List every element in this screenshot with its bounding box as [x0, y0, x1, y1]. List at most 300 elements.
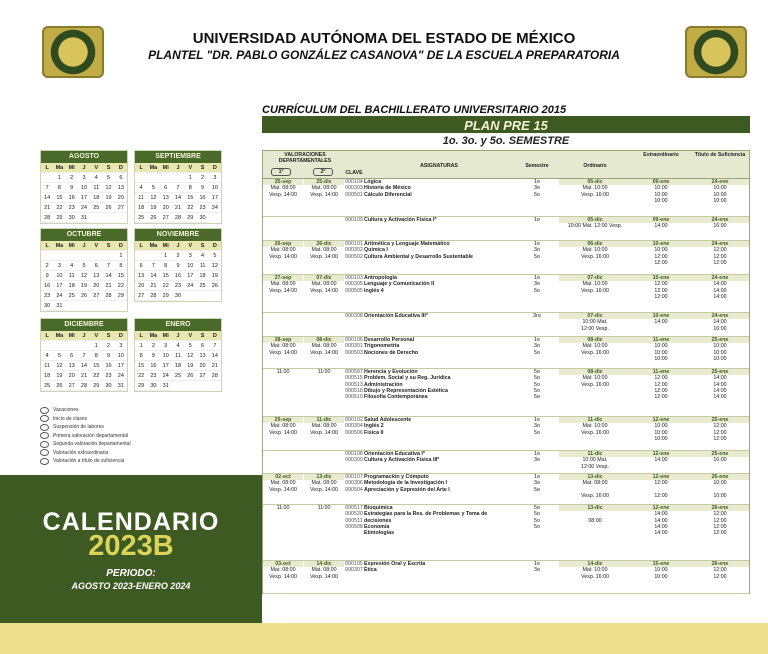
- day-cell: 21: [172, 203, 184, 213]
- semester-cell: 1o 3o 5o: [534, 241, 540, 260]
- weekday-label: S: [102, 163, 114, 173]
- weekday-label: Ma: [147, 331, 159, 341]
- first-eval-cell: 02-oct Mat. 08:00 Vesp. 14:00: [263, 474, 303, 493]
- weekday-label: Mi: [160, 241, 172, 251]
- semester-cell: 1o 3o: [534, 451, 540, 464]
- day-cell: 30: [102, 381, 114, 391]
- day-cell: 20: [90, 281, 102, 291]
- titulo-cell: 24-ene 12:00 12:00 12:00: [691, 241, 749, 266]
- day-cell: 1: [160, 251, 172, 261]
- day-cell: 17: [209, 193, 221, 203]
- weekday-label: J: [78, 163, 90, 173]
- day-cell: 12: [209, 261, 221, 271]
- weekday-label: Ma: [147, 241, 159, 251]
- day-cell: 13: [115, 183, 127, 193]
- weekday-label: Ma: [53, 163, 65, 173]
- weekday-label: L: [41, 163, 53, 173]
- second-eval-cell: 25-dic Mat. 08:00 Vesp. 14:00: [304, 179, 344, 198]
- legend-marker-icon: [40, 449, 49, 456]
- legend-marker-icon: [40, 441, 49, 448]
- day-cell: 12: [102, 183, 114, 193]
- day-cell: 11: [41, 361, 53, 371]
- weekday-label: S: [196, 241, 208, 251]
- month-enero: [134, 318, 222, 392]
- ordinario-cell: 05-dic 10:00 Mat. 12:00 Vesp.: [559, 217, 631, 230]
- ordinario-cell: 05-dic Mat. 10:00 Vesp. 16:00: [559, 179, 631, 198]
- day-cell: 22: [135, 371, 147, 381]
- table-row: [263, 179, 749, 217]
- day-cell: 29: [115, 291, 127, 301]
- day-cell: 18: [172, 361, 184, 371]
- legend-item: Primera valoración departamental: [40, 432, 131, 441]
- day-cell: 17: [78, 193, 90, 203]
- day-cell: 17: [115, 361, 127, 371]
- day-cell: 8: [184, 183, 196, 193]
- day-cell: 27: [90, 291, 102, 301]
- extraordinario-cell: 10-ene 14:00: [631, 313, 691, 326]
- day-cell: 18: [41, 371, 53, 381]
- day-cell: 14: [147, 271, 159, 281]
- weekday-label: S: [196, 163, 208, 173]
- day-cell: 8: [115, 261, 127, 271]
- day-cell: 26: [78, 291, 90, 301]
- day-cell: 3: [209, 173, 221, 183]
- day-cell: 2: [172, 251, 184, 261]
- day-cell: 28: [102, 291, 114, 301]
- day-cell: 26: [102, 203, 114, 213]
- schedule-table: [262, 150, 750, 594]
- day-cell: 5: [102, 173, 114, 183]
- ordinario-cell: 14-dic Mat. 10:00 Vesp. 16:00: [559, 561, 631, 580]
- day-cell: 30: [196, 213, 208, 223]
- subject-cell: Bioquímica Estrategias para la Res. de Problemas y Toma de decisiones Economía Etimologías: [364, 505, 488, 537]
- day-cell: 14: [172, 193, 184, 203]
- day-cell: 30: [147, 381, 159, 391]
- day-cell: 24: [78, 203, 90, 213]
- curriculum-title: CURRÍCULUM DEL BACHILLERATO UNIVERSITARIO 2015: [262, 104, 567, 116]
- day-cell: 7: [78, 351, 90, 361]
- day-cell: 30: [41, 301, 53, 311]
- day-cell: 10: [160, 351, 172, 361]
- day-cell: 29: [184, 213, 196, 223]
- day-cell: 20: [196, 361, 208, 371]
- day-cell: 11: [135, 193, 147, 203]
- day-cell: 5: [147, 183, 159, 193]
- header-ordinario: Ordinario: [583, 163, 607, 169]
- first-eval-cell: [263, 313, 303, 319]
- day-cell: 11: [66, 271, 78, 281]
- second-eval-cell: 08-dic Mat. 08:00 Vesp. 14:00: [304, 337, 344, 356]
- day-cell: 7: [209, 341, 221, 351]
- subject-cell: Salud Adolescente Inglés 2 Física II: [364, 417, 412, 436]
- first-eval-cell: 27-sep Mat. 08:00 Vesp. 14:00: [263, 275, 303, 294]
- day-cell: 13: [160, 193, 172, 203]
- day-cell: 29: [160, 291, 172, 301]
- header-valoraciones: VALORACIONES DEPARTAMENTALES: [278, 152, 332, 164]
- day-cell: 24: [53, 291, 65, 301]
- footer-band: [0, 623, 768, 654]
- day-cell: 7: [102, 261, 114, 271]
- weekday-label: L: [135, 331, 147, 341]
- day-cell: 8: [53, 183, 65, 193]
- calendar-title: CALENDARIO: [42, 508, 220, 536]
- titulo-cell: 25-ene 16:00: [691, 451, 749, 464]
- day-cell: 12: [184, 351, 196, 361]
- day-cell: 10: [209, 183, 221, 193]
- weekday-label: D: [115, 331, 127, 341]
- header: [0, 0, 768, 95]
- day-cell: 10: [184, 261, 196, 271]
- clave-cell: 000107 000306 000504: [345, 474, 363, 493]
- weekday-label: Ma: [147, 163, 159, 173]
- day-cell: 7: [41, 183, 53, 193]
- day-cell: 8: [160, 261, 172, 271]
- ordinario-cell: 07-dic Mat. 10:00 Vesp. 16:00: [559, 275, 631, 294]
- day-cell: 16: [196, 193, 208, 203]
- second-eval-cell: 11:00: [317, 369, 331, 375]
- weekday-label: V: [90, 241, 102, 251]
- day-cell: 9: [102, 351, 114, 361]
- day-cell: 23: [172, 281, 184, 291]
- weekday-label: J: [172, 163, 184, 173]
- day-cell: 27: [160, 213, 172, 223]
- first-eval-cell: [263, 451, 303, 457]
- ordinario-cell: 11-dic Mat. 10:00 Vesp. 16:00: [559, 417, 631, 436]
- month-septiembre: [134, 150, 222, 224]
- day-cell: 22: [160, 281, 172, 291]
- first-eval-cell: 03-oct Mat. 08:00 Vesp. 14:00: [263, 561, 303, 580]
- weekday-label: V: [184, 163, 196, 173]
- weekday-label: Ma: [53, 241, 65, 251]
- day-cell: 25: [172, 371, 184, 381]
- second-eval-cell: 11:00: [317, 505, 331, 511]
- day-cell: 16: [172, 271, 184, 281]
- day-cell: 15: [53, 193, 65, 203]
- month-name: AGOSTO: [41, 151, 127, 163]
- day-cell: 2: [196, 173, 208, 183]
- day-cell: 15: [160, 271, 172, 281]
- clave-cell: 000102 000304 000506: [345, 417, 363, 436]
- titulo-cell: 26-ene 10:00 10:00: [691, 474, 749, 499]
- day-cell: 18: [66, 281, 78, 291]
- day-cell: 19: [102, 193, 114, 203]
- second-eval-cell: [304, 217, 344, 223]
- day-cell: 10: [53, 271, 65, 281]
- extraordinario-cell: 10-ene 10:00 12:00 12:00: [631, 241, 691, 266]
- legend-marker-icon: [40, 432, 49, 439]
- day-cell: 22: [90, 371, 102, 381]
- day-cell: 3: [160, 341, 172, 351]
- ordinario-cell: 07-dic 10:00 Mat. 12:00 Vesp.: [559, 313, 631, 332]
- day-cell: 19: [147, 203, 159, 213]
- weekday-label: S: [196, 331, 208, 341]
- ordinario-cell: 06-dic Mat. 10:00 Vesp. 16:00: [559, 241, 631, 260]
- month-agosto: [40, 150, 128, 224]
- day-cell: 6: [196, 341, 208, 351]
- day-cell: 19: [209, 271, 221, 281]
- day-cell: 19: [78, 281, 90, 291]
- table-row: [263, 275, 749, 313]
- day-cell: 23: [66, 203, 78, 213]
- day-cell: 2: [102, 341, 114, 351]
- ordinario-cell: 08-dic Mat. 10:00 Vesp. 16:00: [559, 369, 631, 388]
- day-cell: 27: [135, 291, 147, 301]
- first-eval-cell: [263, 217, 303, 223]
- semester-cell: 3ro: [533, 313, 541, 319]
- day-cell: 23: [196, 203, 208, 213]
- legend-marker-icon: [40, 424, 49, 431]
- day-cell: 28: [78, 381, 90, 391]
- day-cell: 28: [172, 213, 184, 223]
- day-cell: 1: [135, 341, 147, 351]
- day-cell: 7: [147, 261, 159, 271]
- ordinario-cell: 08-dic Mat. 10:00 Vesp. 16:00: [559, 337, 631, 356]
- periodo-value: AGOSTO 2023-ENERO 2024: [71, 581, 191, 591]
- titulo-cell: 24-ene 14:00 16:00: [691, 313, 749, 332]
- day-cell: 25: [66, 291, 78, 301]
- day-cell: 16: [41, 281, 53, 291]
- day-cell: 26: [209, 281, 221, 291]
- legend-item: Segunda valoración departamental: [40, 440, 131, 449]
- day-cell: 6: [160, 183, 172, 193]
- semester-cell: 1o 3o 5o: [534, 337, 540, 356]
- day-cell: 28: [41, 213, 53, 223]
- extraordinario-cell: 12-ene 10:00 10:00 10:00: [631, 417, 691, 442]
- day-cell: 20: [115, 193, 127, 203]
- weekday-label: J: [172, 241, 184, 251]
- table-row: [263, 474, 749, 505]
- header-clave: CLAVE: [345, 170, 363, 176]
- weekday-label: S: [102, 331, 114, 341]
- day-cell: 2: [66, 173, 78, 183]
- semester-cell: 1o 3o: [534, 561, 540, 574]
- day-cell: 26: [184, 371, 196, 381]
- ordinario-cell: 11-dic 10:00 Mat. 12:00 Vesp.: [559, 451, 631, 470]
- plantel-title: PLANTEL "DR. PABLO GONZÁLEZ CASANOVA" DE LA ESCUELA PREPARATORIA: [148, 48, 620, 62]
- ordinario-cell: 13-dic 08:00: [559, 505, 631, 524]
- weekday-label: D: [209, 163, 221, 173]
- day-cell: 24: [209, 203, 221, 213]
- day-cell: 6: [115, 173, 127, 183]
- table-row: [263, 369, 749, 417]
- day-cell: 1: [53, 173, 65, 183]
- day-cell: 16: [147, 361, 159, 371]
- titulo-cell: 25-ene 14:00 14:00 14:00 14:00: [691, 369, 749, 400]
- day-cell: 11: [90, 183, 102, 193]
- semester-cell: 1o 3o 5o: [534, 417, 540, 436]
- day-cell: 13: [196, 351, 208, 361]
- header-semestre: Semestre: [525, 163, 549, 169]
- clave-cell: 000105 000307: [345, 561, 363, 574]
- weekday-label: L: [135, 241, 147, 251]
- table-row: [263, 217, 749, 241]
- day-cell: 6: [66, 351, 78, 361]
- legend-marker-icon: [40, 415, 49, 422]
- header-titulo: Título de Suficiencia: [694, 152, 746, 158]
- day-cell: 14: [209, 351, 221, 361]
- extraordinario-cell: 11-ene 12:00 12:00 12:00 12:00: [631, 369, 691, 400]
- day-cell: 4: [196, 251, 208, 261]
- day-cell: 13: [66, 361, 78, 371]
- legend: [40, 406, 131, 466]
- titulo-cell: 25-ene 12:00 12:00 12:00: [691, 417, 749, 442]
- subject-cell: Desarrollo Personal Trigonometría Nociones de Derecho: [364, 337, 419, 356]
- table-row: [263, 505, 749, 561]
- plan-title: PLAN PRE 15: [262, 118, 750, 133]
- month-name: DICIEMBRE: [41, 319, 127, 331]
- day-cell: 9: [66, 183, 78, 193]
- subject-cell: Antropología Lenguaje y Comunicación II Inglés 4: [364, 275, 435, 294]
- day-cell: 21: [102, 281, 114, 291]
- titulo-cell: 24-ene 14:00 14:00 14:00: [691, 275, 749, 300]
- day-cell: 22: [53, 203, 65, 213]
- month-name: OCTUBRE: [41, 229, 127, 241]
- titulo-cell: 24-ene 16:00: [691, 217, 749, 230]
- day-cell: 4: [66, 261, 78, 271]
- university-title: UNIVERSIDAD AUTÓNOMA DEL ESTADO DE MÉXICO: [192, 30, 576, 47]
- day-cell: 25: [196, 281, 208, 291]
- day-cell: 9: [41, 271, 53, 281]
- day-cell: 30: [172, 291, 184, 301]
- first-eval-cell: 11:00: [276, 505, 290, 511]
- day-cell: 29: [90, 381, 102, 391]
- titulo-cell: 25-ene 10:00 10:00 10:00: [691, 337, 749, 362]
- day-cell: 30: [66, 213, 78, 223]
- clave-cell: 000108 000309: [345, 451, 363, 464]
- day-cell: 25: [41, 381, 53, 391]
- day-cell: 4: [172, 341, 184, 351]
- first-eval-cell: 26-sep Mat. 08:00 Vesp. 14:00: [263, 241, 303, 260]
- day-cell: 20: [160, 203, 172, 213]
- weekday-label: D: [115, 241, 127, 251]
- weekday-label: V: [184, 241, 196, 251]
- day-cell: 24: [184, 281, 196, 291]
- day-cell: 22: [184, 203, 196, 213]
- day-cell: 23: [147, 371, 159, 381]
- header-asignaturas: ASIGNATURAS: [420, 163, 458, 169]
- day-cell: 4: [90, 173, 102, 183]
- day-cell: 8: [135, 351, 147, 361]
- subject-cell: Programación y Cómputo Metodología de la Investigación I Apreciación y Expresión del Arte I: [364, 474, 450, 493]
- titulo-cell: 26-ene 12:00 12:00: [691, 561, 749, 580]
- semester-cell: 1o 3o 5o: [534, 179, 540, 198]
- day-cell: 25: [90, 203, 102, 213]
- day-cell: 9: [147, 351, 159, 361]
- subject-cell: Herencia y Evolución Problem. Social y su Reg. Jurídica Administración Dibujo y Representación Estética Filosofía Contemporánea: [364, 369, 451, 401]
- day-cell: 21: [147, 281, 159, 291]
- day-cell: 31: [160, 381, 172, 391]
- month-name: NOVIEMBRE: [135, 229, 221, 241]
- first-eval-cell: 28-sep Mat. 08:00 Vesp. 14:00: [263, 337, 303, 356]
- legend-item: Vacaciones: [40, 406, 131, 415]
- day-cell: 15: [135, 361, 147, 371]
- day-cell: 20: [135, 281, 147, 291]
- header-first: 1ª: [271, 168, 291, 176]
- subject-cell: Cultura y Activación Física Iª: [364, 217, 437, 223]
- legend-item: Inicio de clases: [40, 415, 131, 424]
- day-cell: 16: [102, 361, 114, 371]
- day-cell: 5: [53, 351, 65, 361]
- day-cell: 5: [209, 251, 221, 261]
- day-cell: 20: [66, 371, 78, 381]
- day-cell: 23: [41, 291, 53, 301]
- weekday-label: V: [184, 331, 196, 341]
- day-cell: 17: [184, 271, 196, 281]
- second-eval-cell: 07-dic Mat. 08:00 Vesp. 14:00: [304, 275, 344, 294]
- day-cell: 5: [78, 261, 90, 271]
- weekday-label: V: [90, 331, 102, 341]
- second-eval-cell: 14-dic Mat. 08:00 Vesp. 14:00: [304, 561, 344, 580]
- day-cell: 17: [53, 281, 65, 291]
- semesters-title: 1o. 3o. y 5o. SEMESTRE: [442, 135, 570, 147]
- table-row: [263, 337, 749, 369]
- subject-cell: Aritmética y Lenguaje Matemático Química I Cultura Ambiental y Desarrollo Sustentable: [364, 241, 474, 260]
- day-cell: 9: [172, 261, 184, 271]
- clave-cell: 000101 000302 000502: [345, 241, 363, 260]
- extraordinario-cell: 09-ene 14:00: [631, 217, 691, 230]
- table-row: [263, 451, 749, 474]
- day-cell: 26: [147, 213, 159, 223]
- clave-cell: 000507 000515 000513 000518 000510: [345, 369, 363, 401]
- weekday-label: Mi: [160, 331, 172, 341]
- weekday-label: D: [209, 331, 221, 341]
- day-cell: 29: [53, 213, 65, 223]
- day-cell: 25: [135, 213, 147, 223]
- subject-cell: Orientación Educativa IIIª: [364, 313, 428, 319]
- day-cell: 4: [41, 351, 53, 361]
- weekday-label: V: [90, 163, 102, 173]
- day-cell: 2: [147, 341, 159, 351]
- table-row: [263, 313, 749, 337]
- first-eval-cell: 11:00: [276, 369, 290, 375]
- subject-cell: Orientación Educativa Iª Cultura y Activación Física IIIª: [364, 451, 440, 464]
- day-cell: 15: [184, 193, 196, 203]
- day-cell: 1: [184, 173, 196, 183]
- day-cell: 24: [160, 371, 172, 381]
- day-cell: 21: [78, 371, 90, 381]
- subject-cell: Lógica Historia de México Cálculo Diferencial: [364, 179, 412, 198]
- clave-cell: 000104 000303 000501: [345, 179, 363, 198]
- semester-cell: 1o 3o 5o: [534, 275, 540, 294]
- month-name: SEPTIEMBRE: [135, 151, 221, 163]
- day-cell: 1: [115, 251, 127, 261]
- titulo-cell: 24-ene 10:00 10:00 10:00: [691, 179, 749, 204]
- semester-cell: 1o 3o 5o: [534, 474, 540, 493]
- second-eval-cell: 26-dic Mat. 08:00 Vesp. 14:00: [304, 241, 344, 260]
- day-cell: 5: [184, 341, 196, 351]
- day-cell: 3: [115, 341, 127, 351]
- periodo-label: PERIODO:: [106, 568, 156, 579]
- second-eval-cell: [304, 313, 344, 319]
- day-cell: 15: [115, 271, 127, 281]
- day-cell: 18: [196, 271, 208, 281]
- day-cell: 4: [135, 183, 147, 193]
- legend-item: Valoración extraordinaria: [40, 449, 131, 458]
- day-cell: 15: [90, 361, 102, 371]
- day-cell: 31: [115, 381, 127, 391]
- month-diciembre: [40, 318, 128, 392]
- extraordinario-cell: 12-ene 12:00 12:00: [631, 474, 691, 499]
- table-row: [263, 561, 749, 594]
- day-cell: 27: [66, 381, 78, 391]
- day-cell: 21: [41, 203, 53, 213]
- month-noviembre: [134, 228, 222, 302]
- weekday-label: Mi: [66, 163, 78, 173]
- second-eval-cell: 11-dic Mat. 08:00 Vesp. 14:00: [304, 417, 344, 436]
- legend-marker-icon: [40, 407, 49, 414]
- day-cell: 16: [66, 193, 78, 203]
- day-cell: 31: [53, 301, 65, 311]
